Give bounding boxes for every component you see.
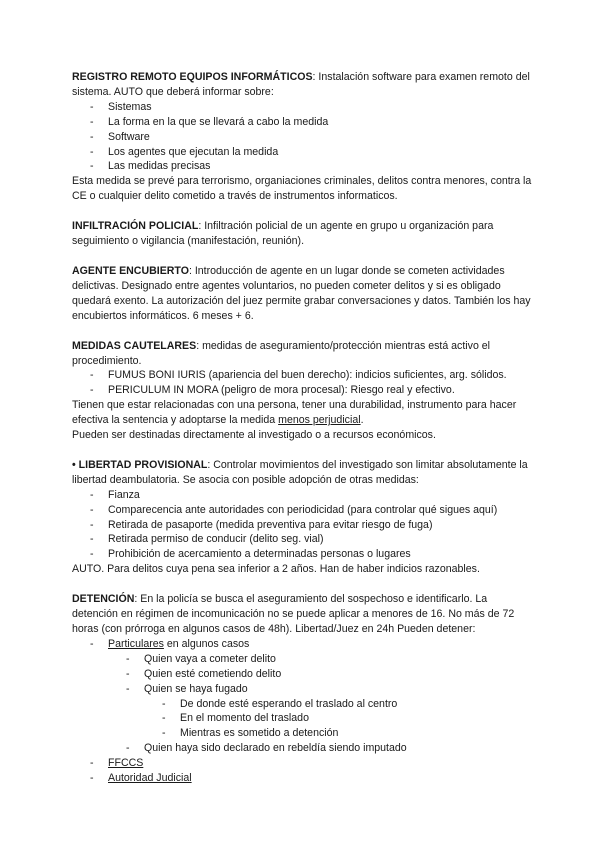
agente-text: : Introducción de agente en un lugar donde se cometen actividades delictivas. Designado entre agentes voluntarios, no pueden cometer delitos y si es obligado quedará exento. La autorización del juez permite grabar conversaciones y datos. También los hay encubiertos informáticos. 6 meses + 6.	[72, 264, 531, 322]
cautelares-paragraph	[72, 339, 532, 369]
list-item: - Retirada permiso de conducir (delito seg. vial)	[72, 532, 532, 547]
libertad-outro: AUTO. Para delitos cuya pena sea inferior a 2 años. Han de haber indicios razonables.	[72, 563, 480, 576]
list-item: - Los agentes que ejecutan la medida	[72, 145, 532, 160]
list-item: - En el momento del traslado	[72, 711, 532, 726]
particulares-label: Particulares	[108, 637, 164, 650]
detencion-title: DETENCIÓN	[72, 593, 135, 606]
cautelares-after-pre: Tienen que estar relacionadas con una persona, tener una durabilidad, instrumento para hacer efectiva la sentencia y adoptarse la medida	[72, 399, 517, 427]
list-item: - Quien vaya a cometer delito	[72, 652, 532, 667]
registro-list	[72, 100, 532, 175]
agente-title: AGENTE ENCUBIERTO	[72, 264, 189, 277]
libertad-title: • LIBERTAD PROVISIONAL	[72, 458, 208, 471]
cautelares-after-post: .	[360, 414, 364, 427]
list-item: - Sistemas	[72, 100, 532, 115]
list-item: - Mientras es sometido a detención	[72, 726, 532, 741]
cautelares-last: Pueden ser destinadas directamente al investigado o a recursos económicos.	[72, 429, 436, 442]
list-item: - Fianza	[72, 488, 532, 503]
libertad-text: : Controlar movimientos del investigado son limitar absolutamente la libertad deambulatoria. Se asocia con posible adopción de otras medidas:	[72, 458, 528, 486]
document-page	[72, 70, 532, 786]
list-item: - Quien haya sido declarado en rebeldía siendo imputado	[72, 741, 532, 756]
list-item: - Quien esté cometiendo delito	[72, 667, 532, 682]
list-item: - De donde esté esperando el traslado al centro	[72, 697, 532, 712]
libertad-list	[72, 488, 532, 563]
detencion-text: : En la policía se busca el aseguramiento del sospechoso e identificarlo. La detención en régimen de incomunicación no se puede aplicar a menores de 16. No más de 72 horas (con prórroga en algunos casos de 48h). Libertad/Juez en 24h Pueden detener:	[72, 593, 515, 635]
detencion-paragraph	[72, 592, 532, 637]
registro-intro: : Instalación software para examen remoto del sistema. AUTO que deberá informar sobre:	[72, 71, 530, 98]
list-item-autoridad	[72, 771, 532, 786]
registro-outro: Esta medida se prevé para terrorismo, organiaciones criminales, delitos contra menores, contra la CE o cualquier delito cometido a través de instrumentos informaticos.	[72, 175, 532, 203]
registro-title: REGISTRO REMOTO EQUIPOS INFORMÁTICOS	[72, 71, 313, 83]
cautelares-title: MEDIDAS CAUTELARES	[72, 339, 197, 352]
list-item: - La forma en la que se llevará a cabo la medida	[72, 115, 532, 130]
particulares-rest: en algunos casos	[163, 637, 250, 650]
infiltracion-paragraph	[72, 219, 532, 249]
ffccs-label: FFCCS	[108, 757, 144, 770]
infiltracion-title: INFILTRACIÓN POLICIAL	[72, 220, 199, 233]
cautelares-text: : medidas de aseguramiento/protección mientras está activo el procedimiento.	[72, 339, 491, 367]
cautelares-underlined: menos perjudicial	[278, 414, 361, 427]
autoridad-label: Autoridad Judicial	[108, 772, 192, 785]
list-item: - Las medidas precisas	[72, 159, 532, 174]
list-item: - Software	[72, 130, 532, 145]
list-item: - Quien se haya fugado	[72, 682, 532, 697]
agente-paragraph	[72, 264, 532, 324]
list-item: - Prohibición de acercamiento a determinadas personas o lugares	[72, 547, 532, 562]
cautelares-after	[72, 398, 532, 428]
registro-paragraph	[72, 70, 532, 100]
libertad-paragraph	[72, 458, 532, 488]
detencion-list	[72, 637, 532, 786]
list-item: - FUMUS BONI IURIS (apariencia del buen derecho): indicios suficientes, arg. sólidos.	[72, 368, 532, 383]
cautelares-list	[72, 368, 532, 398]
infiltracion-text: : Infiltración policial de un agente en grupo u organización para seguimiento o vigilancia (manifestación, reunión).	[72, 220, 494, 248]
list-item: - Comparecencia ante autoridades con periodicidad (para controlar qué sigues aquí)	[72, 503, 532, 518]
list-item: - PERICULUM IN MORA (peligro de mora procesal): Riesgo real y efectivo.	[72, 383, 532, 398]
list-item-particulares	[72, 637, 532, 652]
list-item: - Retirada de pasaporte (medida preventiva para evitar riesgo de fuga)	[72, 518, 532, 533]
list-item-ffccs	[72, 756, 532, 771]
